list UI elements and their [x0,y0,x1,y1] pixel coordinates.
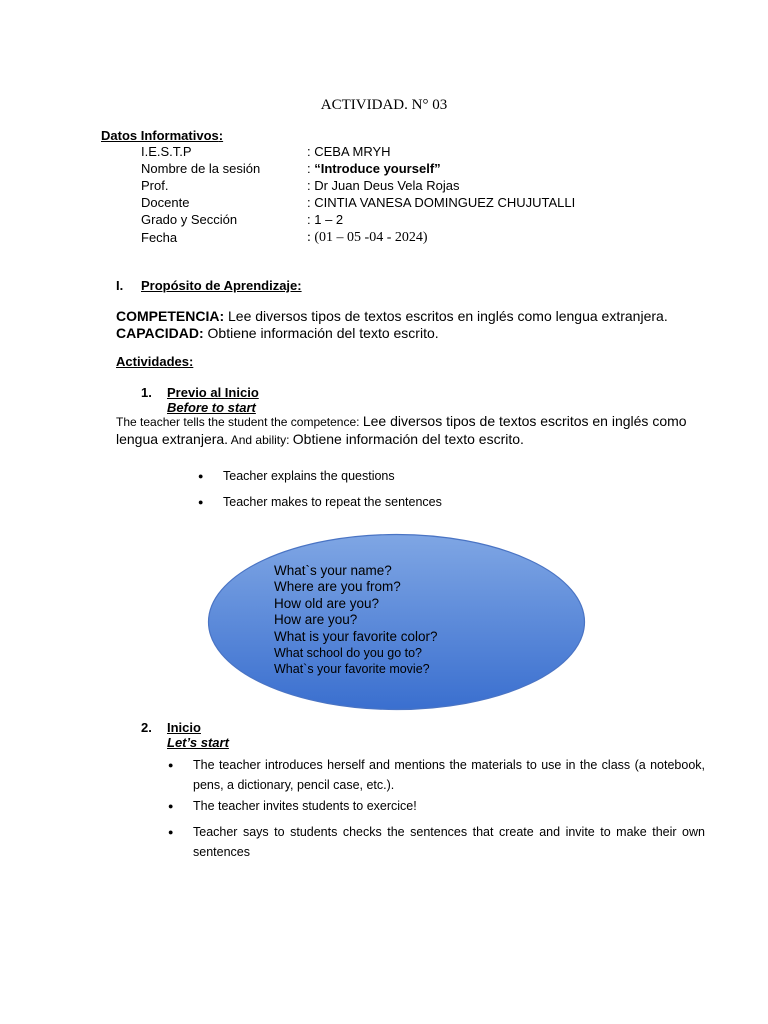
intro-part-d: Obtiene información del texto escrito. [292,431,524,447]
step2-heading [141,720,201,735]
step2-subtitle: Let’s start [167,735,229,750]
datos-value-fecha: : (01 – 05 -04 - 2024) [307,230,428,245]
datos-informativos-colon: : [218,128,224,143]
question-item: What school do you go to? [274,646,423,661]
step2-bullet-1: The teacher introduces herself and mentions the materials to use in the class (a notebook, pens, a dictionary, pencil case, etc.). [193,758,705,792]
datos-label-fecha: Fecha [141,230,178,245]
datos-informativos-heading [101,128,223,143]
bullet-icon: ● [168,801,174,811]
competencia-label: COMPETENCIA: [116,308,225,324]
datos-label-docente: Docente [141,195,190,210]
capacidad-line [116,325,439,341]
step2-title: Inicio [167,720,201,735]
question-item: How are you? [274,612,358,628]
section-title: Propósito de Aprendizaje: [141,278,302,293]
document-title: ACTIVIDAD. N° 03 [320,97,448,113]
question-item: What`s your name? [274,563,392,578]
step1-bullet-2: Teacher makes to repeat the sentences [223,495,442,509]
question-item: What`s your favorite movie? [274,662,430,677]
capacidad-text: Obtiene información del texto escrito. [203,325,439,341]
section-proposito [116,278,302,293]
datos-value-iestp: : CEBA MRYH [307,144,391,159]
datos-value-sesion [307,160,441,177]
datos-label-prof: Prof. [141,178,169,193]
step1-heading [141,385,259,400]
actividades-heading: Actividades: [116,354,194,369]
step2-bullet-2: The teacher invites students to exercice! [193,799,417,813]
questions-list [274,563,438,678]
question-item: What is your favorite color? [274,628,438,644]
datos-value-sesion-text: “Introduce yourself” [314,161,441,176]
question-item: Where are you from? [274,579,401,595]
step2-number: 2. [141,720,152,735]
competencia-line [116,308,668,324]
step1-bullet-1: Teacher explains the questions [223,469,395,483]
bullet-icon: ● [198,471,204,481]
datos-value-prof: : Dr Juan Deus Vela Rojas [307,178,460,193]
step2-bullet-3: Teacher says to students checks the sentences that create and invite to make their own sentences [193,825,705,859]
question-item: How old are you? [274,595,380,611]
step1-title: Previo al Inicio [167,385,259,400]
datos-label-iestp: I.E.S.T.P [141,144,192,159]
datos-informativos-label: Datos Informativos [101,128,219,143]
capacidad-label: CAPACIDAD: [116,325,204,341]
intro-part-b: Lee diversos tipos de textos escritos en inglés como lengua extranjera. [116,413,687,447]
bullet-icon: ● [168,827,174,837]
competencia-text: Lee diversos tipos de textos escritos en inglés como lengua extranjera. [224,308,668,324]
bullet-icon: ● [168,760,174,770]
datos-value-docente: : CINTIA VANESA DOMINGUEZ CHUJUTALLI [307,195,576,210]
datos-value-grado: : 1 – 2 [307,212,344,227]
section-number: I. [116,278,124,293]
intro-part-c: And ability: [228,433,293,447]
bullet-icon: ● [198,497,204,507]
step1-intro [116,413,716,449]
intro-part-a: The teacher tells the student the competence: [116,415,363,429]
datos-label-grado: Grado y Sección [141,212,238,227]
step1-number: 1. [141,385,152,400]
datos-value-sesion-prefix: : [307,161,315,176]
datos-label-sesion: Nombre de la sesión [141,161,261,176]
step1-subtitle: Before to start [167,400,256,415]
